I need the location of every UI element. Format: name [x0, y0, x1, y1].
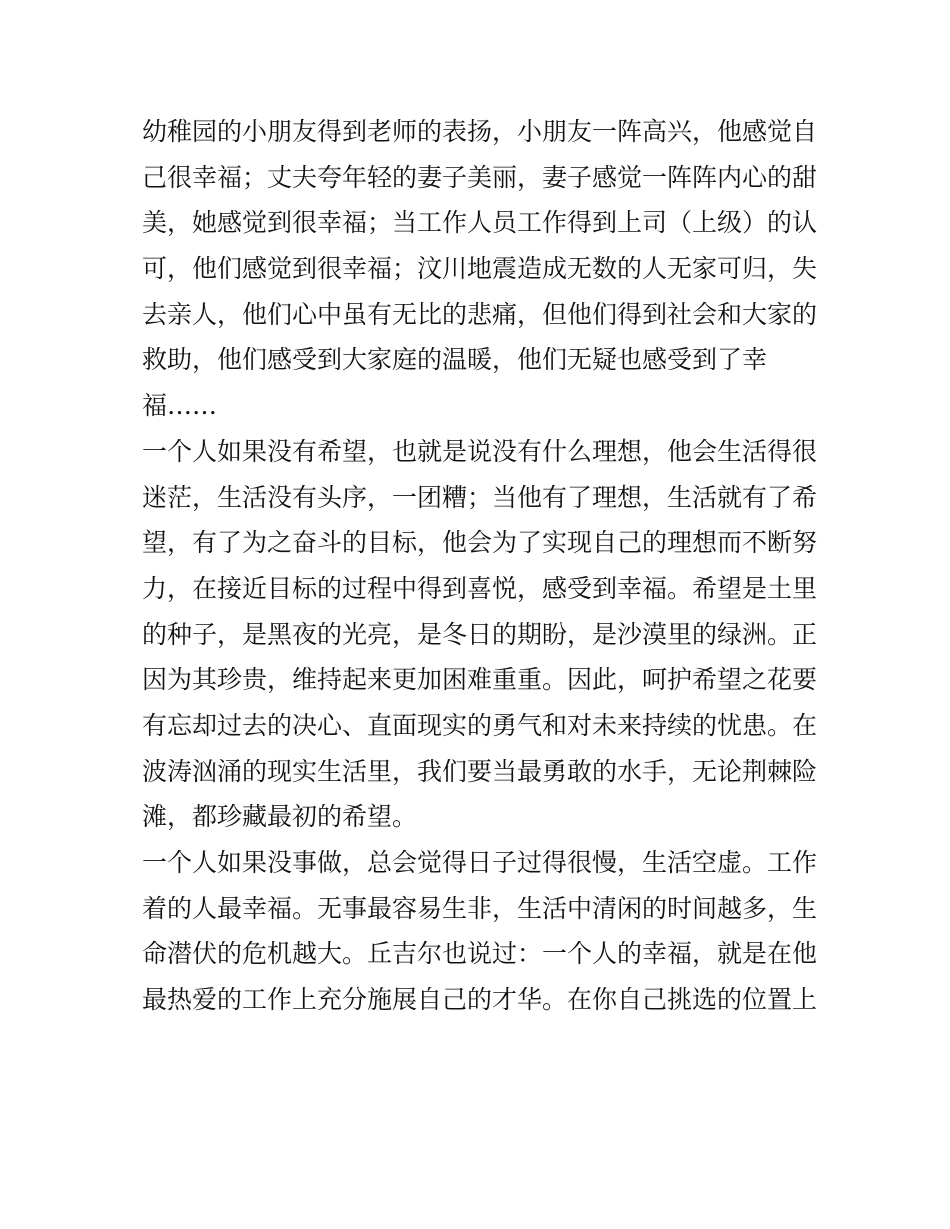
text-line: 望，有了为之奋斗的目标，他会为了实现自己的理想而不断努 — [142, 528, 818, 558]
text-line: 救助，他们感受到大家庭的温暖，他们无疑也感受到了幸 — [142, 345, 768, 375]
text-line: 己很幸福；丈夫夸年轻的妻子美丽，妻子感觉一阵阵内心的甜 — [142, 162, 818, 192]
text-line: 美，她感觉到很幸福；当工作人员工作得到上司（上级）的认 — [142, 208, 818, 238]
document-body — [142, 109, 818, 1023]
text-line: 命潜伏的危机越大。丘吉尔也说过：一个人的幸福，就是在他 — [142, 939, 818, 969]
text-line: 一个人如果没有希望，也就是说没有什么理想，他会生活得很 — [142, 436, 818, 466]
text-line: 力，在接近目标的过程中得到喜悦，感受到幸福。希望是土里 — [142, 573, 818, 603]
text-line: 幼稚园的小朋友得到老师的表扬，小朋友一阵高兴，他感觉自 — [142, 117, 818, 146]
text-line: 福…… — [142, 391, 218, 421]
text-line: 迷茫，生活没有头序，一团糟；当他有了理想，生活就有了希 — [142, 482, 818, 512]
paragraph-work — [142, 840, 818, 1023]
text-line: 一个人如果没事做，总会觉得日子过得很慢，生活空虚。工作 — [142, 848, 818, 877]
text-line: 因为其珍贵，维持起来更加困难重重。因此，呵护希望之花要 — [142, 665, 818, 695]
text-line: 波涛汹涌的现实生活里，我们要当最勇敢的水手，无论荆棘险 — [142, 756, 818, 786]
text-line: 着的人最幸福。无事最容易生非，生活中清闲的时间越多，生 — [142, 893, 818, 923]
text-line: 滩，都珍藏最初的希望。 — [142, 802, 418, 832]
paragraph-hope — [142, 429, 818, 840]
text-line: 有忘却过去的决心、直面现实的勇气和对未来持续的忧患。在 — [142, 710, 818, 740]
text-line: 最热爱的工作上充分施展自己的才华。在你自己挑选的位置上 — [142, 985, 818, 1015]
text-line: 可，他们感觉到很幸福；汶川地震造成无数的人无家可归，失 — [142, 254, 818, 284]
paragraph-happiness-examples — [142, 109, 818, 429]
text-line: 去亲人，他们心中虽有无比的悲痛，但他们得到社会和大家的 — [142, 299, 818, 329]
text-line: 的种子，是黑夜的光亮，是冬日的期盼，是沙漠里的绿洲。正 — [142, 619, 818, 649]
